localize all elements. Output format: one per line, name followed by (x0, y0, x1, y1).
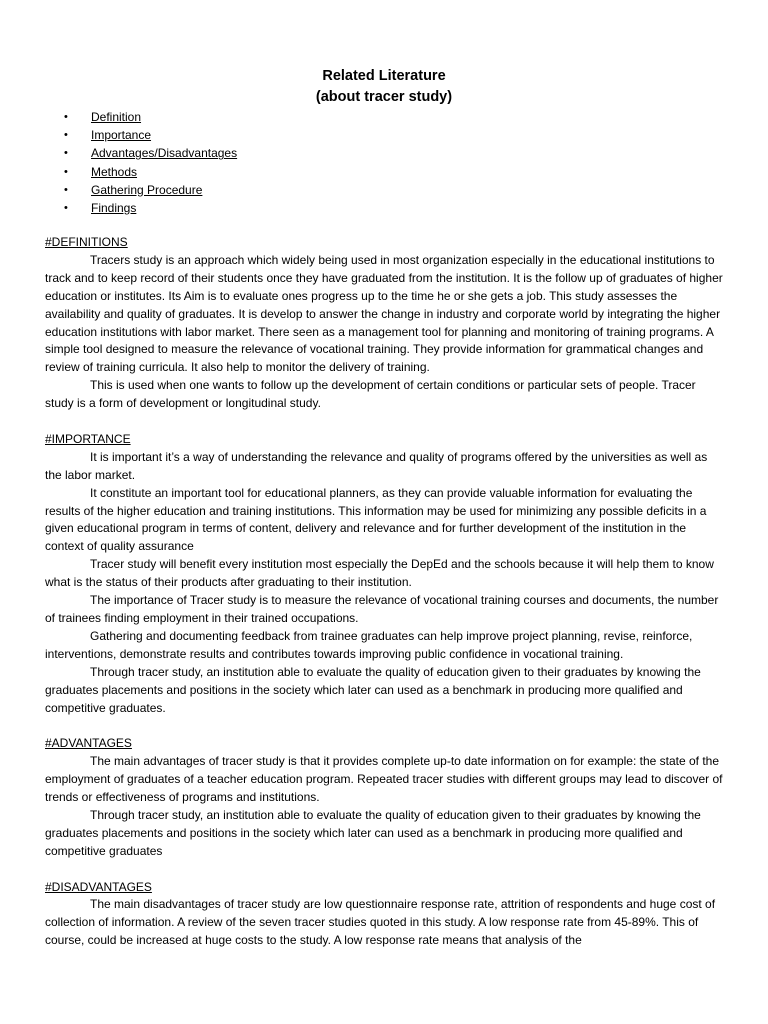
paragraph: It is important it’s a way of understanding the relevance and quality of programs offered by the universities as well as the labor market. (45, 449, 708, 482)
paragraph: It constitute an important tool for educational planners, as they can provide valuable information for evaluating the results of the higher education and training institutions. This information may be used for minimizing any possible deficits in a given educational program in terms of content, delivery and relevance and for further development of the institution in the context of quality assurance (45, 485, 707, 554)
page-title: Related Literature (322, 68, 446, 84)
paragraph: Through tracer study, an institution able to evaluate the quality of education given to their graduates by knowing the graduates placements and positions in the society which later can used as a benchmark in producing more qualified and competitive graduates (45, 807, 701, 858)
paragraph: Through tracer study, an institution able to evaluate the quality of education given to their graduates by knowing the graduates placements and positions in the society which later can used as a benchmark in producing more qualified and competitive graduates. (45, 664, 701, 715)
paragraph: Gathering and documenting feedback from trainee graduates can help improve project planning, revise, reinforce, interventions, demonstrate results and contributes towards improving public confidence in vocational training. (45, 628, 693, 661)
bullet-icon: • (64, 129, 68, 142)
section-heading-advantages: #ADVANTAGES (45, 736, 132, 751)
title-block (0, 66, 768, 108)
section-heading-definitions: #DEFINITIONS (45, 235, 128, 249)
toc-item-methods (64, 163, 237, 181)
paragraph: The importance of Tracer study is to measure the relevance of vocational training courses and documents, the number of trainees finding employment in their trained occupations. (45, 593, 719, 626)
toc-link-definition[interactable]: Definition (91, 110, 142, 124)
page-subtitle: (about tracer study) (315, 89, 453, 105)
section-definitions (45, 234, 725, 413)
bullet-icon: • (64, 111, 68, 123)
bullet-icon: • (64, 201, 68, 214)
toc-item-gathering-procedure (64, 181, 237, 199)
toc-link-advantages-disadvantages[interactable]: Advantages/Disadvantages (91, 146, 238, 161)
paragraph: Tracer study will benefit every institution most especially the DepEd and the schools because it will help them to know what is the status of their products after graduating to their institution. (45, 557, 714, 590)
toc-link-findings[interactable]: Findings (91, 200, 137, 215)
paragraph: The main advantages of tracer study is that it provides complete up-to date information on for example: the state of the employment of graduates of a teacher education program. Repeated tracer studies with different groups may lead to discover of trends or effectiveness of programs and institutions. (45, 754, 723, 805)
section-heading-disadvantages: #DISADVANTAGES (45, 879, 152, 894)
section-heading-importance: #IMPORTANCE (45, 431, 131, 446)
toc-item-importance (64, 126, 237, 144)
section-advantages (45, 735, 725, 860)
toc-link-methods[interactable]: Methods (91, 164, 138, 179)
toc-item-advantages-disadvantages (64, 144, 237, 162)
document-body (45, 234, 725, 950)
bullet-icon: • (64, 165, 68, 178)
bullet-icon: • (64, 183, 68, 196)
section-disadvantages (45, 879, 725, 951)
table-of-contents (64, 108, 237, 217)
toc-link-importance[interactable]: Importance (91, 128, 152, 143)
paragraph: The main disadvantages of tracer study are low questionnaire response rate, attrition of respondents and huge cost of collection of information. A review of the seven tracer studies quoted in this study. A low response rate from 45-89%. This of course, could be increased at huge costs to the study. A low response rate means that analysis of the (45, 897, 716, 948)
toc-item-findings (64, 199, 237, 217)
toc-link-gathering-procedure[interactable]: Gathering Procedure (91, 182, 203, 197)
bullet-icon: • (64, 147, 68, 160)
toc-item-definition (64, 108, 237, 126)
paragraph: This is used when one wants to follow up the development of certain conditions or particular sets of people. Tracer study is a form of development or longitudinal study. (45, 378, 696, 411)
paragraph: Tracers study is an approach which widely being used in most organization especially in the educational institutions to track and to keep record of their students once they have graduated from the institution. It is the follow up of graduates of higher education or institutes. Its Aim is to evaluate ones progress up to the time he or she gets a job. This study assesses the availability and quality of graduates. It is develop to answer the change in industry and corporate world by integrating the higher education institutions with labor market. There seen as a management tool for planning and monitoring of training programs. A simple tool designed to measure the relevance of vocational training. They provide information for grammatical changes and review of training curricula. It also help to monitor the delivery of training. (45, 252, 723, 375)
section-importance (45, 431, 725, 718)
